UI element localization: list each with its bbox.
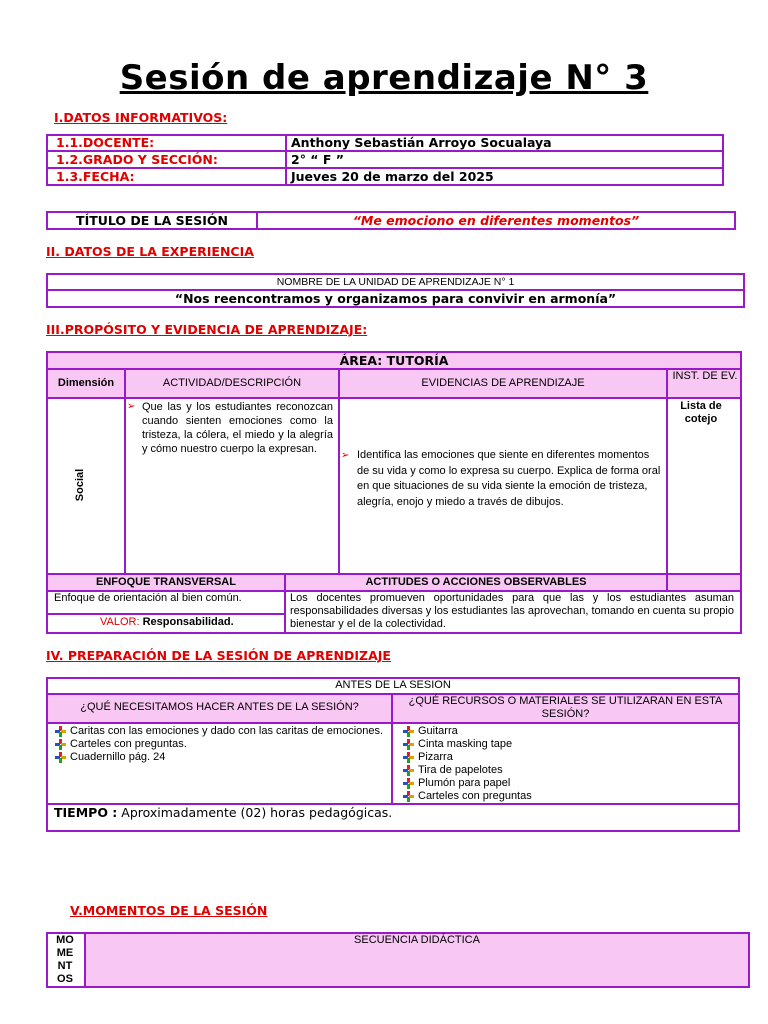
docente-value: Anthony Sebastián Arroyo Socualaya (291, 135, 552, 150)
section-preparacion: IV. PREPARACIÓN DE LA SESIÓN DE APRENDIZAJE (46, 648, 391, 663)
tiempo-label: TIEMPO : (54, 805, 118, 820)
tiempo-value: Aproximadamente (02) horas pedagógicas. (117, 805, 393, 820)
evidencias-text: Identifica las emociones que siente en diferentes momentos de su vida y como lo expresa su cuerpo. Explica de forma oral en que situaciones de su vida siente la emoción de tristeza, alegría, enojo y miedo a través de dibujos. (357, 449, 661, 508)
header-inst: INST. DE EV. (672, 370, 738, 382)
dimension-social: Social (74, 468, 86, 502)
antes-title: ANTES DE LA SESION (335, 679, 451, 691)
enfoque-header: ENFOQUE TRANSVERSAL (96, 576, 236, 588)
antes-col2-list (400, 725, 736, 803)
grado-label: 1.2.GRADO Y SECCIÓN: (56, 152, 218, 167)
valor-line (100, 616, 234, 628)
section-datos-informativos: I.DATOS INFORMATIVOS: (54, 110, 228, 125)
puzzle-bullet-icon (55, 726, 66, 737)
list-item: Tira de papelotes (400, 764, 736, 777)
antes-col1-list (52, 725, 388, 764)
actitudes-header: ACTITUDES O ACCIONES OBSERVABLES (365, 576, 587, 588)
list-item: Cuadernillo pág. 24 (52, 751, 388, 764)
valor-value: Responsabilidad. (142, 616, 234, 628)
titulo-sesion-label: TÍTULO DE LA SESIÓN (76, 213, 228, 228)
antes-col1-header: ¿QUÉ NECESITAMOS HACER ANTES DE LA SESIÓN? (80, 701, 359, 713)
list-item: Carteles con preguntas (400, 790, 736, 803)
puzzle-bullet-icon (55, 752, 66, 763)
unidad-label: NOMBRE DE LA UNIDAD DE APRENDIZAJE N° 1 (276, 276, 515, 288)
tiempo-line (54, 805, 392, 820)
list-item: Cinta masking tape (400, 738, 736, 751)
section-proposito: III.PROPÓSITO Y EVIDENCIA DE APRENDIZAJE: (46, 322, 368, 337)
grado-value: 2° “ F ” (291, 152, 344, 167)
antes-col2-header: ¿QUÉ RECURSOS O MATERIALES SE UTILIZARAN EN ESTA SESIÓN? (408, 695, 723, 720)
momentos-col1: MO ME NT OS (56, 934, 74, 985)
puzzle-bullet-icon (403, 791, 414, 802)
list-item: Pizarra (400, 751, 736, 764)
header-actividad: ACTIVIDAD/DESCRIPCIÓN (162, 377, 302, 389)
header-evidencias: EVIDENCIAS DE APRENDIZAJE (421, 377, 585, 389)
momentos-col2: SECUENCIA DIDÁCTICA (354, 934, 480, 946)
fecha-value: Jueves 20 de marzo del 2025 (291, 169, 494, 184)
area-title: ÁREA: TUTORÍA (339, 353, 449, 368)
section-datos-experiencia: II. DATOS DE LA EXPERIENCIA (46, 244, 254, 259)
list-item: Plumón para papel (400, 777, 736, 790)
puzzle-bullet-icon (403, 778, 414, 789)
list-item: Caritas con las emociones y dado con las caritas de emociones. (52, 725, 388, 738)
inst-value: Lista de cotejo (680, 400, 722, 425)
puzzle-bullet-icon (403, 752, 414, 763)
unidad-value: “Nos reencontramos y organizamos para convivir en armonía” (174, 291, 617, 306)
puzzle-bullet-icon (403, 739, 414, 750)
puzzle-bullet-icon (403, 765, 414, 776)
page-title: Sesión de aprendizaje N° 3 (119, 58, 649, 98)
arrow-bullet-icon-2: ➢ (341, 450, 350, 461)
list-item: Carteles con preguntas. (52, 738, 388, 751)
docente-label: 1.1.DOCENTE: (56, 135, 155, 150)
list-item: Guitarra (400, 725, 736, 738)
actitudes-text: Los docentes promueven oportunidades para que las y los estudiantes asuman responsabilidades diversas y los estudiantes las aprovechan, tomando en cuenta su propio bienestar y el de la colectividad. (290, 592, 734, 630)
puzzle-bullet-icon (403, 726, 414, 737)
fecha-label: 1.3.FECHA: (56, 169, 135, 184)
section-momentos: V.MOMENTOS DE LA SESIÓN (70, 903, 268, 918)
puzzle-bullet-icon (55, 739, 66, 750)
header-dimension: Dimensión (57, 377, 115, 389)
titulo-sesion-value: “Me emociono en diferentes momentos” (352, 213, 640, 228)
actividad-text: Que las y los estudiantes reconozcan cuando sienten emociones como la tristeza, la cólera, el miedo y la alegría y cómo nuestro cuerpo la expresan. (142, 401, 333, 455)
enfoque-value: Enfoque de orientación al bien común. (54, 592, 242, 604)
arrow-bullet-icon: ➢ (127, 401, 136, 412)
valor-label: VALOR: (100, 616, 140, 628)
